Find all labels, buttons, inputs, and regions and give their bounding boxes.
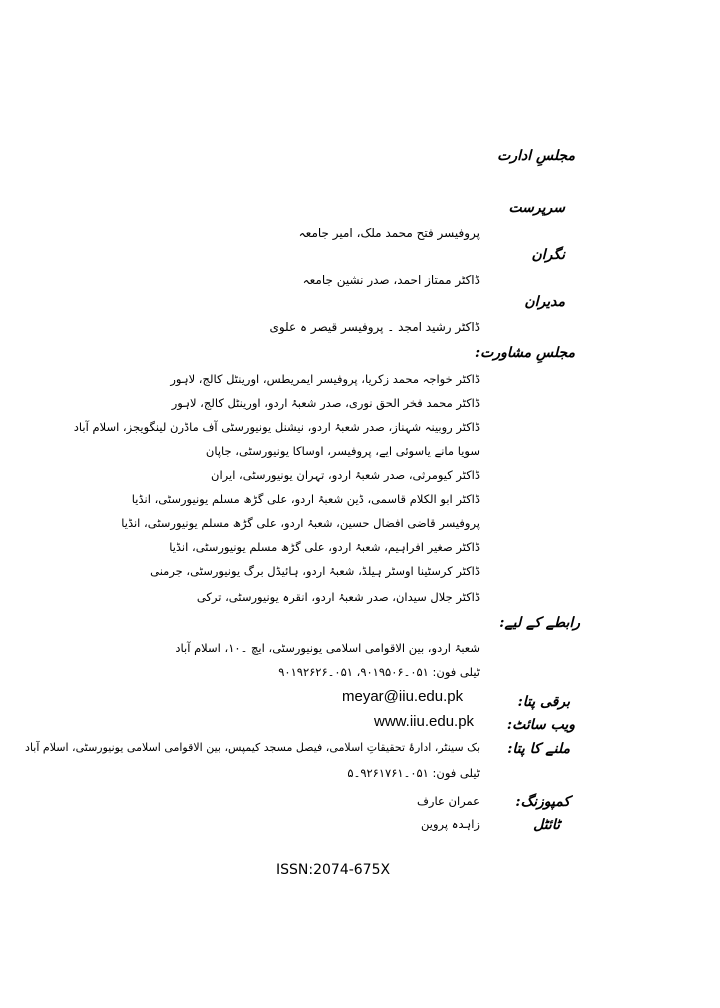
editors-label: مدیران (524, 294, 565, 310)
advisory-member: ڈاکٹر صغیر افراہیم، شعبۂ اردو، علی گڑھ مسلم یونیورسٹی، انڈیا (169, 540, 480, 554)
advisory-member: ڈاکٹر روبینہ شہناز، صدر شعبۂ اردو، نیشنل یونیورسٹی آف ماڈرن لینگویجز، اسلام آباد (73, 420, 480, 434)
board-title: مجلسِ ادارت (497, 148, 575, 164)
availability-address: بک سینٹر، ادارۂ تحقیقاتِ اسلامی، فیصل مسجد کیمپس، بین الاقوامی اسلامی یونیورسٹی، اسلام آباد (25, 741, 480, 754)
patron-name: پروفیسر فتح محمد ملک، امیر جامعہ (298, 226, 480, 240)
advisory-member: سویا مانے یاسوئی ایے، پروفیسر، اوساکا یونیورسٹی، جاپان (205, 444, 480, 458)
supervisor-name: ڈاکٹر ممتاز احمد، صدر نشین جامعہ (302, 273, 480, 287)
advisory-member: پروفیسر قاضی افضال حسین، شعبۂ اردو، علی گڑھ مسلم یونیورسٹی، انڈیا (121, 516, 480, 530)
contact-label: رابطے کے لیے: (499, 615, 580, 631)
issn-number: ISSN:2074-675X (276, 862, 391, 878)
advisory-member: ڈاکٹر خواجہ محمد زکریا، پروفیسر ایمریطس، اورینٹل کالج، لاہور (170, 372, 480, 386)
title-design-label: ٹائٹل (533, 817, 560, 833)
advisory-member: ڈاکٹر کیومرثی، صدر شعبۂ اردو، تہران یونیورسٹی، ایران (211, 468, 480, 482)
advisory-member: ڈاکٹر کرسٹینا اوسٹر ہیلڈ، شعبۂ اردو، ہائیڈل برگ یونیورسٹی، جرمنی (150, 564, 480, 578)
editors-names: ڈاکٹر رشید امجد ۔ پروفیسر قیصر ہ علوی (269, 320, 480, 334)
availability-phone: ٹیلی فون: ۰۵۱۔۹۲۶۱۷۶۱۔۵ (347, 766, 480, 780)
composing-label: کمپوزنگ: (515, 794, 570, 810)
composing-name: عمران عارف (417, 794, 480, 808)
email-address[interactable]: meyar@iiu.edu.pk (342, 688, 464, 705)
email-label: برقی پتا: (517, 694, 570, 710)
website-url[interactable]: www.iiu.edu.pk (374, 713, 475, 730)
contact-address: شعبۂ اردو، بین الاقوامی اسلامی یونیورسٹی، ایچ ۔۱۰، اسلام آباد (175, 641, 480, 655)
advisory-member: ڈاکٹر جلال سیدان، صدر شعبۂ اردو، انقرہ یونیورسٹی، ترکی (196, 590, 480, 604)
website-label: ویب سائٹ: (506, 717, 575, 733)
advisory-label: مجلسِ مشاورت: (474, 345, 575, 361)
supervisor-label: نگران (531, 247, 565, 263)
title-design-name: زاہدہ پروین (421, 817, 480, 831)
availability-label: ملنے کا پتا: (507, 741, 570, 757)
advisory-member: ڈاکٹر محمد فخر الحق نوری، صدر شعبۂ اردو، اورینٹل کالج، لاہور (171, 396, 480, 410)
contact-phone: ٹیلی فون: ۰۵۱۔۹۰۱۹۵۰۶، ۰۵۱۔۹۰۱۹۲۶۲۶ (278, 665, 480, 679)
patron-label: سرپرست (508, 200, 565, 216)
advisory-member: ڈاکٹر ابو الکلام قاسمی، ڈین شعبۂ اردو، علی گڑھ مسلم یونیورسٹی، انڈیا (131, 492, 480, 506)
